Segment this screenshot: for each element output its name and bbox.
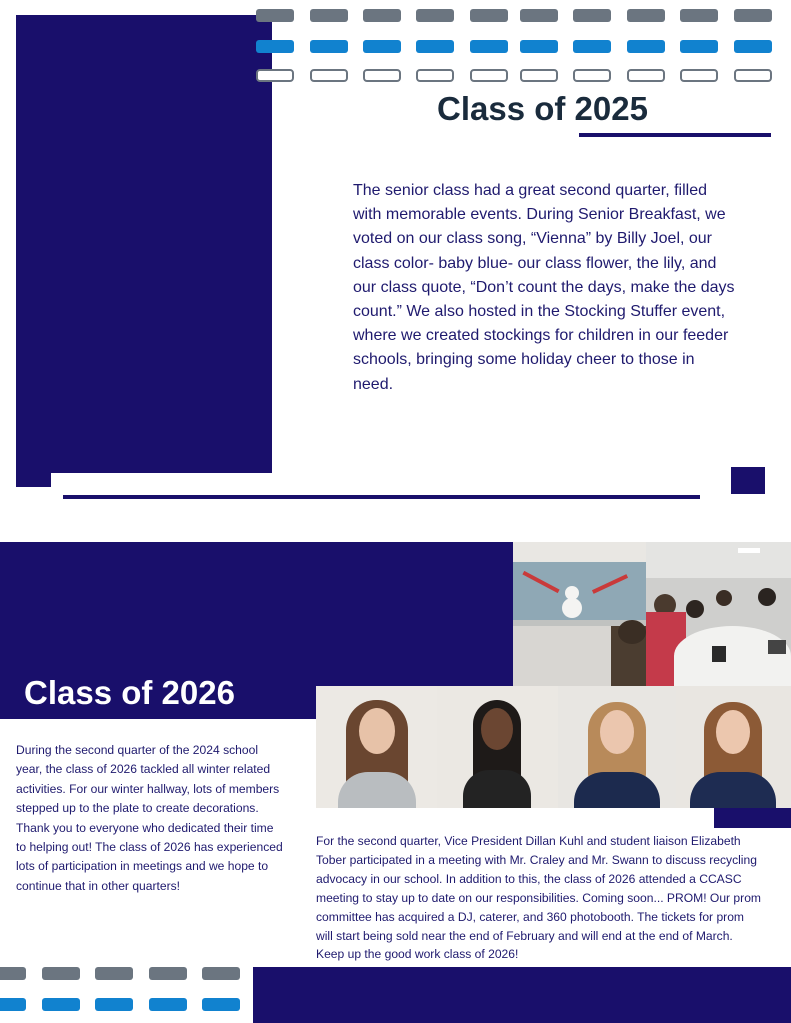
left-navy-tab — [16, 470, 51, 487]
class-2026-title: Class of 2026 — [24, 674, 235, 711]
portrait-corner-accent — [714, 808, 791, 828]
student-portrait-3 — [558, 686, 676, 808]
student-portrait-4 — [676, 686, 791, 808]
square-accent — [731, 467, 765, 494]
student-portrait-2 — [437, 686, 558, 808]
hallway-photo — [513, 542, 646, 686]
class-2025-body: The senior class had a great second quarter, filled with memorable events. During Senior Breakfast, we voted on our class song, “Vienna” by Billy Joel, our class color- baby blue- our class flower, the lily, and our class quote, “Don’t count the days, make the days count.” We also hosted in the Stocking Stuffer event, where we created stockings for children in our feeder schools, bringing some holiday cheer to those in need. — [353, 182, 735, 393]
left-navy-block — [16, 15, 272, 473]
class-2025-title: Class of 2025 — [437, 90, 648, 127]
bottom-right-navy-block — [253, 967, 791, 1023]
title-2025-underline — [579, 133, 771, 137]
section-divider-line — [63, 495, 700, 499]
class-2026-left-body: During the second quarter of the 2024 school year, the class of 2026 tackled all winter related activities. For our winter hallway, lots of members stepped up to the plate to create decorations. Thank you to everyone who dedicated their time to helping out! The class of 2026 has experienced lots of participation in meetings and we hope to continue that in other quarters! — [16, 743, 283, 893]
class-2026-right-body: For the second quarter, Vice President Dillan Kuhl and student liaison Elizabeth Tober participated in a meeting with Mr. Craley and Mr. Swann to discuss recycling advocacy in our school. In addition to this, the class of 2026 attended a CCASC meeting to stay up to date on our responsibilities. Coming soon... PROM! Our prom committee has acquired a DJ, caterer, and 360 photobooth. The tickets for prom will start being sold near the end of February and will end at the end of March. Keep up the good work class of 2026! — [316, 834, 761, 962]
meeting-photo — [646, 542, 791, 686]
student-portrait-1 — [316, 686, 437, 808]
